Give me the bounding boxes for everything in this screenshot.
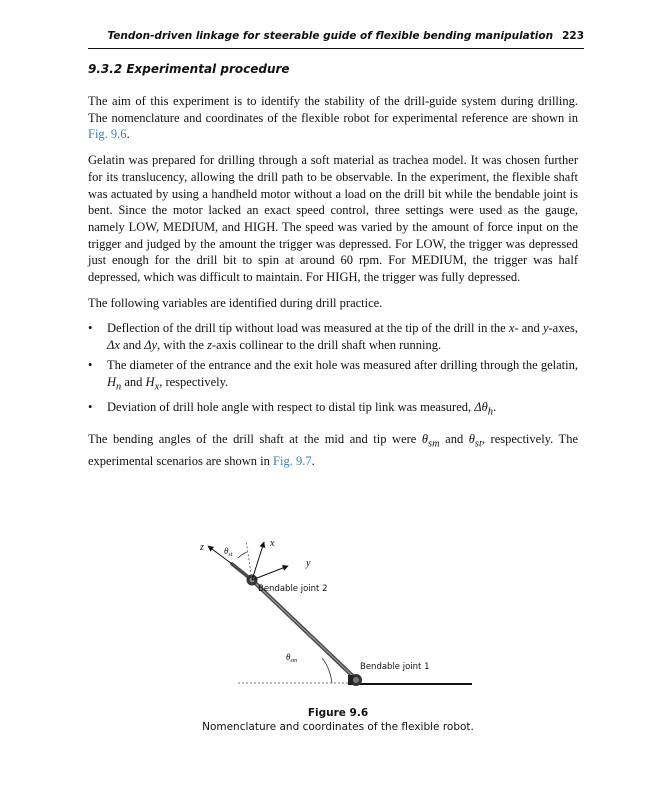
theta-sm-arc: [322, 658, 332, 683]
section-heading: 9.3.2 Experimental procedure: [88, 62, 290, 76]
page-number: 223: [562, 30, 584, 42]
y-axis-arrow: [252, 566, 288, 580]
robot-diagram: [190, 528, 480, 698]
list-item-deflection: • Deflection of the drill tip without load was measured at the tip of the drill in the x- and y-axes, Δx and Δy, with the z-axis collinear to the drill shaft when running.: [88, 320, 578, 353]
theta-st-arc: [238, 552, 247, 558]
shaft-proximal-highlight: [252, 580, 356, 679]
figure-caption-label: Figure 9.6: [307, 707, 369, 719]
running-title: Tendon-driven linkage for steerable guide of flexible bending manipulation: [107, 30, 554, 42]
x-axis-arrow: [252, 542, 264, 580]
figure-caption: [100, 706, 576, 734]
bendable-joint-1-label: Bendable joint 1: [360, 662, 430, 672]
paragraph-aim-text: The aim of this experiment is to identify the stability of the drill-guide system during drilling. The nomenclature and coordinates of the flexible robot for experimental reference are shown in: [88, 94, 578, 125]
header-rule: [88, 48, 584, 49]
list-item-diameter: • The diameter of the entrance and the exit hole was measured after drilling through the gelatin, $H_n$ and $H_x$, respectively.: [88, 357, 578, 396]
running-head: [88, 30, 584, 42]
paragraph-bending-angles: The bending angles of the drill shaft at the mid and tip were $\theta_{sm}$ and $\theta_{st}$, respectively. The experimental scenarios are shown in Fig. 9.7.: [88, 431, 578, 469]
paragraph-variables-intro: The following variables are identified during drill practice.: [88, 295, 383, 310]
axis-z-label: z: [200, 542, 204, 553]
variables-list: [88, 320, 578, 421]
fig-9-6-link[interactable]: Fig. 9.6: [88, 127, 127, 142]
body-text: [88, 93, 578, 479]
paragraph-aim-end: .: [126, 127, 130, 142]
list-item-deviation: • Deviation of drill hole angle with respect to distal tip link was measured, $\Delta\theta_h$.: [88, 399, 578, 421]
bendable-joint-2-label: Bendable joint 2: [258, 584, 328, 594]
paragraph-gelatin: Gelatin was prepared for drilling through a soft material as trachea model. It was chosen further for its translucency, allowing the drill path to be observable. In the experiment, the flexible shaft was actuated by using a handheld motor without a load on the drill bit while the bendable joint is bent. Since the motor lacked an exact speed control, three settings were used as the gauge, namely LOW, MEDIUM, and HIGH. The speed was varied by the amount of force input on the trigger and judged by the amount the trigger was depressed. For LOW, the trigger was depressed just enough for the drill bit to spin at around 60 rpm. For MEDIUM, the trigger was half depressed, which was difficult to maintain. For HIGH, the trigger was fully depressed.: [88, 153, 578, 285]
axis-y-label: y: [306, 558, 311, 569]
fig-9-7-link[interactable]: Fig. 9.7: [273, 454, 312, 469]
figure-caption-text: Nomenclature and coordinates of the flexible robot.: [202, 721, 474, 733]
theta-st-label: $\theta_{st}$: [224, 546, 233, 558]
paragraph-aim: [88, 93, 578, 143]
theta-sm-label: $\theta_{sm}$: [286, 652, 298, 664]
axis-x-label: x: [270, 538, 275, 549]
figure-flexible-robot: [190, 528, 480, 698]
